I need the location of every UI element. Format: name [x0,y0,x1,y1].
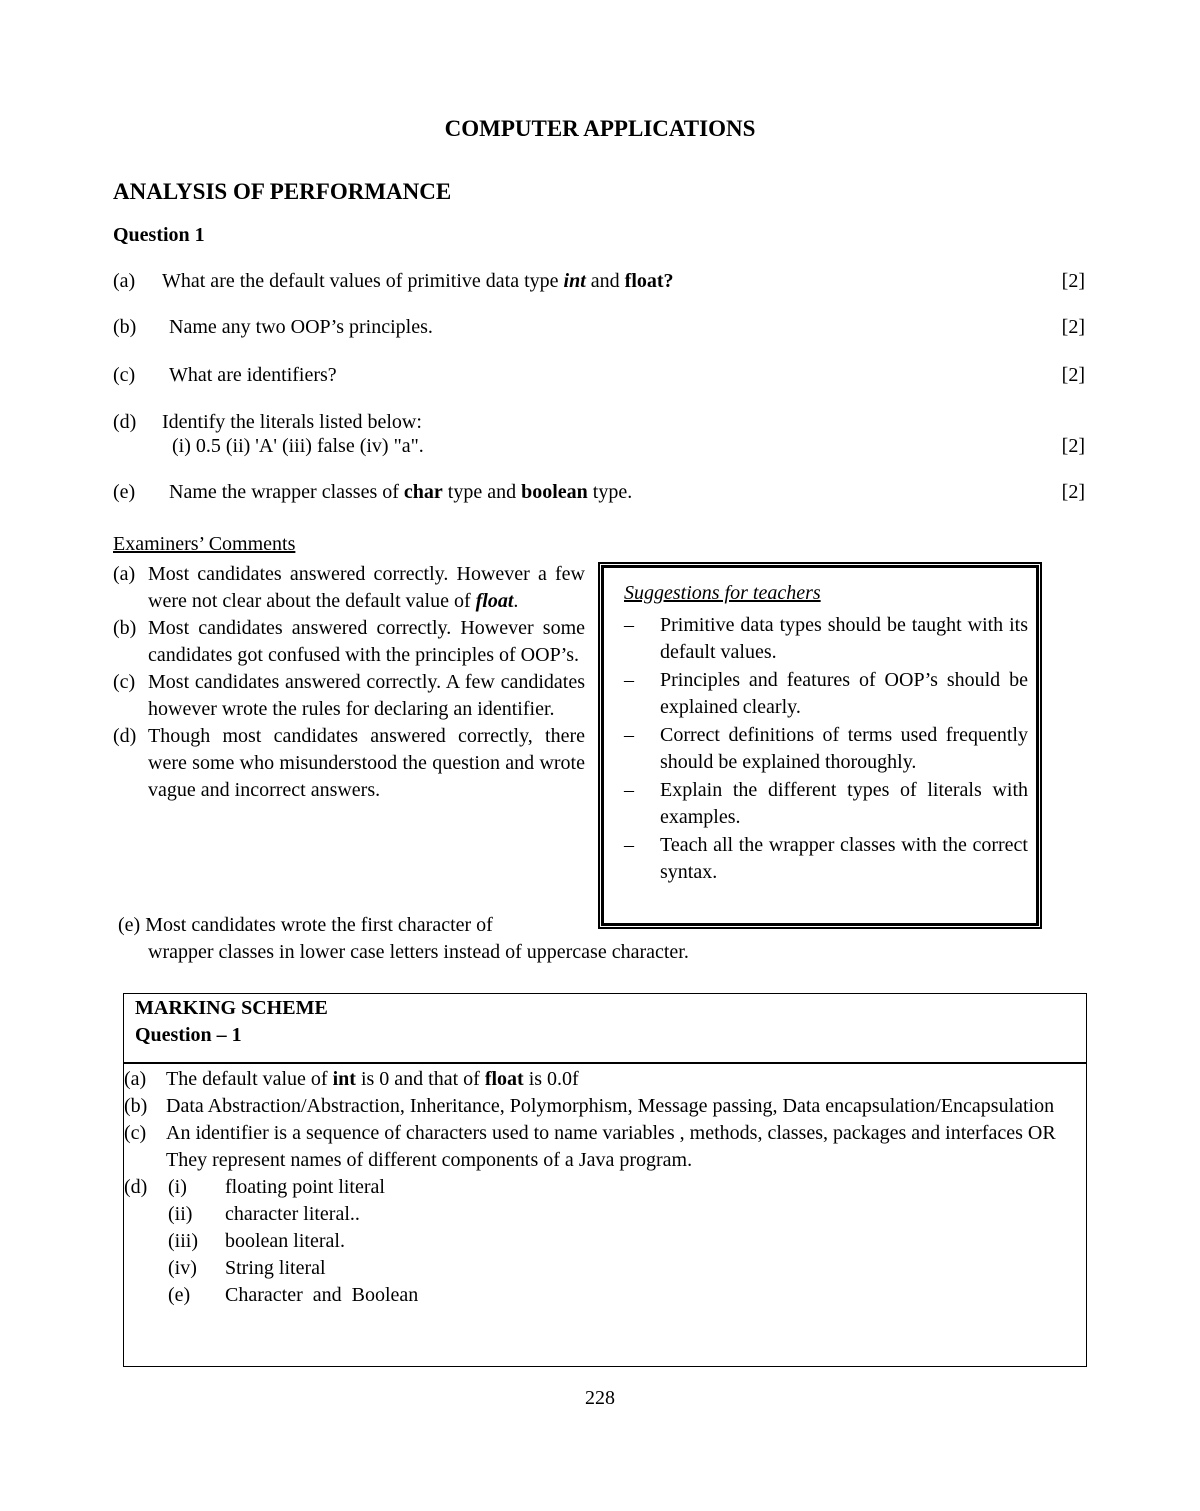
examiners-comments [113,561,585,804]
question-text: Identify the literals listed below: [162,411,422,433]
marking-scheme-question: Question – 1 [135,1024,242,1046]
literal-row [124,1201,1086,1228]
question-marks: [2] [1061,435,1085,457]
comment-label: (c) [113,671,136,693]
question-text: Name the wrapper classes of char type and boolean type. [169,481,633,503]
question-text: Name any two OOP’s principles. [169,316,433,338]
marking-scheme-header [124,994,1086,1064]
literal-text: floating point literal [225,1176,385,1198]
dash-bullet-icon: – [624,669,634,691]
answer-label: (b) [124,1095,148,1117]
literal-label: (e) [168,1284,191,1306]
question-b [113,316,1085,342]
comment-text: Most candidates answered correctly. A few candidates however wrote the rules for declaring an identifier. [148,671,585,720]
comment-text: Though most candidates answered correctly, there were some who misunderstood the question and wrote vague and incorrect answers. [148,725,585,801]
suggestion-item [624,722,1028,776]
comment-label: (b) [113,617,137,639]
page-number: 228 [585,1387,615,1409]
suggestions-list [624,612,1028,887]
question-d-literals [113,435,1085,461]
question-text: What are the default values of primitive data type int and float? [162,270,674,292]
question-d [113,411,1085,437]
question-label: (b) [113,316,137,338]
literal-label: (i) [168,1176,187,1198]
question-title: Question 1 [113,224,205,246]
question-text: What are identifiers? [169,364,337,386]
answer-text: Data Abstraction/Abstraction, Inheritance, Polymorphism, Message passing, Data encapsulation/Encapsulation [166,1095,1055,1117]
comment-label: (d) [113,725,137,747]
dash-bullet-icon: – [624,834,634,856]
question-marks: [2] [1061,316,1085,338]
literal-text: character literal.. [225,1203,360,1225]
question-marks: [2] [1061,481,1085,503]
question-c [113,364,1085,390]
suggestion-text: Teach all the wrapper classes with the correct syntax. [660,834,1028,883]
comment-label: (a) [113,563,136,585]
answer-text: The default value of int is 0 and that of float is 0.0f [166,1068,579,1090]
dash-bullet-icon: – [624,724,634,746]
literal-row [124,1228,1086,1255]
question-label: (e) [113,481,136,503]
suggestion-text: Explain the different types of literals with examples. [660,779,1028,828]
suggestion-item [624,777,1028,831]
answer-row [124,1093,1086,1120]
literal-text: boolean literal. [225,1230,345,1252]
marking-scheme-body [124,1066,1086,1309]
literal-text: Character and Boolean [225,1284,419,1306]
literal-label: (iv) [168,1257,197,1279]
answer-row [124,1066,1086,1093]
suggestion-text: Primitive data types should be taught with its default values. [660,614,1028,663]
question-e [113,481,1085,507]
answer-label: (d) [124,1176,148,1198]
question-text: (i) 0.5 (ii) 'A' (iii) false (iv) "a". [172,435,424,457]
literal-text: String literal [225,1257,326,1279]
literal-row [124,1282,1086,1309]
question-label: (a) [113,270,136,292]
dash-bullet-icon: – [624,614,634,636]
comment-text: Most candidates answered correctly. However a few were not clear about the default value of float. [148,563,585,612]
answer-label: (a) [124,1068,147,1090]
comment-item [113,669,585,723]
answer-row [124,1120,1086,1174]
question-label: (d) [113,411,137,433]
comment-e-line2: wrapper classes in lower case letters instead of uppercase character. [148,941,689,963]
question-marks: [2] [1061,270,1085,292]
answer-label: (c) [124,1122,147,1144]
section-title: ANALYSIS OF PERFORMANCE [113,179,452,204]
question-marks: [2] [1061,364,1085,386]
comment-text: Most candidates answered correctly. However some candidates got confused with the principles of OOP’s. [148,617,585,666]
page-title: COMPUTER APPLICATIONS [444,116,756,141]
marking-scheme-title: MARKING SCHEME [135,997,328,1019]
dash-bullet-icon: – [624,779,634,801]
question-a [113,270,1085,296]
comment-item [113,561,585,615]
suggestion-item [624,832,1028,886]
comment-e-line1: (e) Most candidates wrote the first character of [118,914,493,936]
literal-label: (ii) [168,1203,193,1225]
answer-text: An identifier is a sequence of characters used to name variables , methods, classes, packages and interfaces OR [166,1122,1056,1144]
suggestion-item [624,667,1028,721]
literal-label: (iii) [168,1230,198,1252]
examiners-comments-heading: Examiners’ Comments [113,533,296,555]
literal-row [124,1174,1086,1201]
suggestion-text: Correct definitions of terms used frequently should be explained thoroughly. [660,724,1028,773]
comment-item [113,723,585,804]
answer-text-extra: They represent names of different components of a Java program. [166,1149,693,1171]
question-label: (c) [113,364,136,386]
marking-scheme-box [123,993,1087,1367]
suggestion-text: Principles and features of OOP’s should be explained clearly. [660,669,1028,718]
suggestion-item [624,612,1028,666]
comment-item [113,615,585,669]
suggestions-heading: Suggestions for teachers [624,582,821,604]
suggestions-box [601,565,1039,926]
literal-row [124,1255,1086,1282]
